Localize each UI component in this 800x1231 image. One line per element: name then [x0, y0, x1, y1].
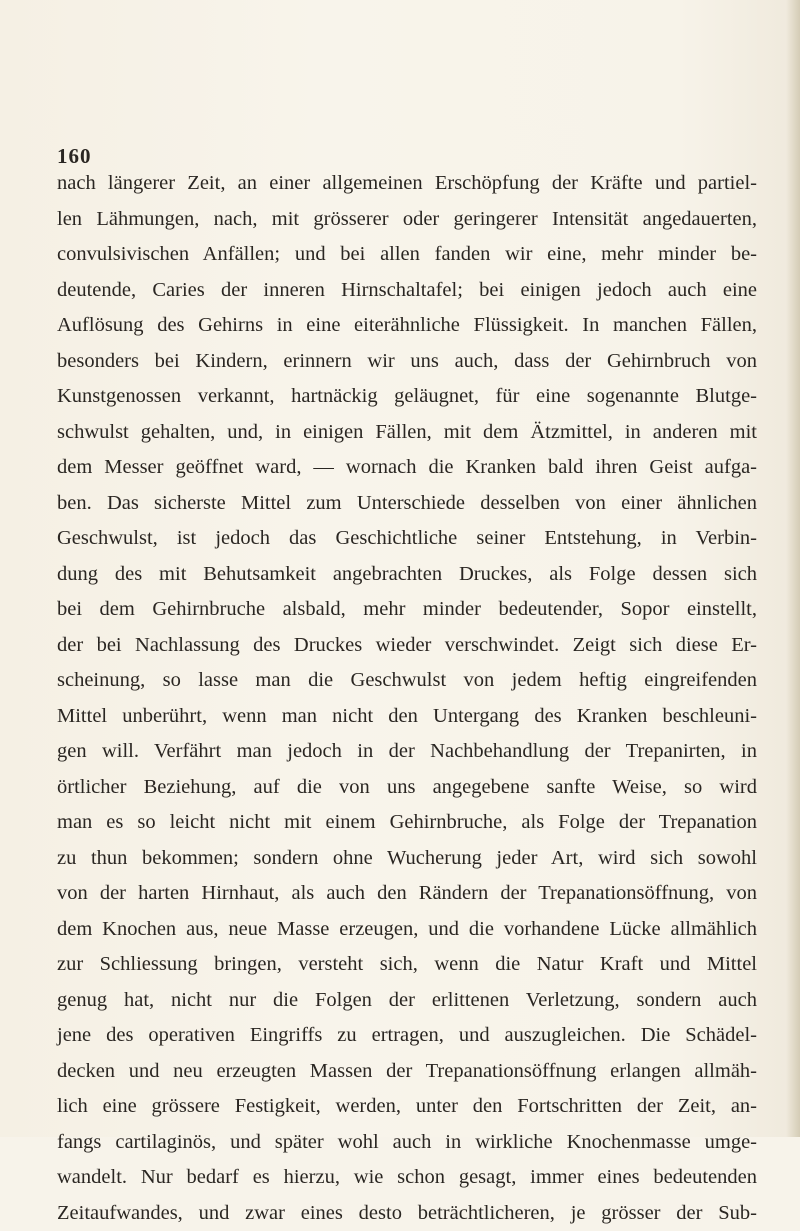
- page-edge-shadow: [786, 0, 800, 1137]
- text-line: schwulst gehalten, und, in einigen Fällen, mit dem Ätzmittel, in anderen mit: [57, 415, 757, 451]
- text-line: Auflösung des Gehirns in eine eiterähnliche Flüssigkeit. In manchen Fällen,: [57, 308, 757, 344]
- text-line: convulsivischen Anfällen; und bei allen fanden wir eine, mehr minder be-: [57, 237, 757, 273]
- text-line: Kunstgenossen verkannt, hartnäckig geläugnet, für eine sogenannte Blutge-: [57, 379, 757, 415]
- text-line: zu thun bekommen; sondern ohne Wucherung jeder Art, wird sich sowohl: [57, 841, 757, 877]
- text-line: fangs cartilaginös, und später wohl auch in wirkliche Knochenmasse umge-: [57, 1125, 757, 1161]
- text-line: lich eine grössere Festigkeit, werden, unter den Fortschritten der Zeit, an-: [57, 1089, 757, 1125]
- text-line: zur Schliessung bringen, versteht sich, wenn die Natur Kraft und Mittel: [57, 947, 757, 983]
- text-line: von der harten Hirnhaut, als auch den Rändern der Trepanationsöffnung, von: [57, 876, 757, 912]
- page-number: 160: [57, 144, 92, 169]
- text-line: wandelt. Nur bedarf es hierzu, wie schon gesagt, immer eines bedeutenden: [57, 1160, 757, 1196]
- text-line: man es so leicht nicht mit einem Gehirnbruche, als Folge der Trepanation: [57, 805, 757, 841]
- text-line: deutende, Caries der inneren Hirnschaltafel; bei einigen jedoch auch eine: [57, 273, 757, 309]
- text-line: nach längerer Zeit, an einer allgemeinen Erschöpfung der Kräfte und partiel-: [57, 166, 757, 202]
- text-line: gen will. Verfährt man jedoch in der Nachbehandlung der Trepanirten, in: [57, 734, 757, 770]
- text-line: Zeitaufwandes, und zwar eines desto beträchtlicheren, je grösser der Sub-: [57, 1196, 757, 1231]
- text-line: Mittel unberührt, wenn man nicht den Untergang des Kranken beschleuni-: [57, 699, 757, 735]
- text-line: len Lähmungen, nach, mit grösserer oder geringerer Intensität angedauerten,: [57, 202, 757, 238]
- text-line: dung des mit Behutsamkeit angebrachten Druckes, als Folge dessen sich: [57, 557, 757, 593]
- text-line: bei dem Gehirnbruche alsbald, mehr minder bedeutender, Sopor einstellt,: [57, 592, 757, 628]
- body-text: [57, 166, 757, 1231]
- text-line: örtlicher Beziehung, auf die von uns angegebene sanfte Weise, so wird: [57, 770, 757, 806]
- text-line: genug hat, nicht nur die Folgen der erlittenen Verletzung, sondern auch: [57, 983, 757, 1019]
- text-line: jene des operativen Eingriffs zu ertragen, und auszugleichen. Die Schädel-: [57, 1018, 757, 1054]
- text-line: Geschwulst, ist jedoch das Geschichtliche seiner Entstehung, in Verbin-: [57, 521, 757, 557]
- text-line: dem Messer geöffnet ward, — wornach die Kranken bald ihren Geist aufga-: [57, 450, 757, 486]
- text-line: der bei Nachlassung des Druckes wieder verschwindet. Zeigt sich diese Er-: [57, 628, 757, 664]
- text-line: decken und neu erzeugten Massen der Trepanationsöffnung erlangen allmäh-: [57, 1054, 757, 1090]
- text-line: dem Knochen aus, neue Masse erzeugen, und die vorhandene Lücke allmählich: [57, 912, 757, 948]
- text-line: scheinung, so lasse man die Geschwulst von jedem heftig eingreifenden: [57, 663, 757, 699]
- text-line: besonders bei Kindern, erinnern wir uns auch, dass der Gehirnbruch von: [57, 344, 757, 380]
- text-line: ben. Das sicherste Mittel zum Unterschiede desselben von einer ähnlichen: [57, 486, 757, 522]
